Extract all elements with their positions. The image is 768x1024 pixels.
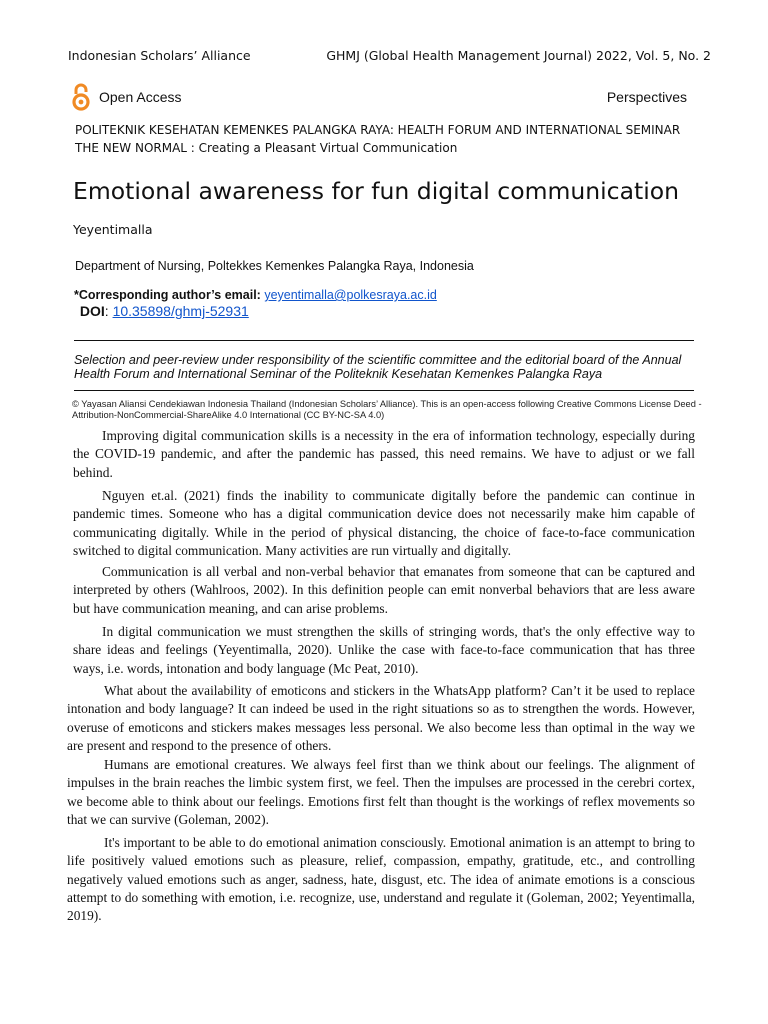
- article-type: Perspectives: [606, 89, 687, 105]
- conference-title: POLITEKNIK KESEHATAN KEMENKES PALANGKA RAYA: HEALTH FORUM AND INTERNATIONAL SEMINAR: [75, 123, 681, 137]
- divider: [74, 390, 694, 391]
- body-paragraph: Improving digital communication skills is a necessity in the era of information technology, especially during the COVID-19 pandemic, and after the pandemic has passed, this need remains. We have to adjust or we fall behind.: [73, 428, 695, 480]
- journal-citation: GHMJ (Global Health Management Journal) 2022, Vol. 5, No. 2: [326, 48, 711, 63]
- body-paragraph: Humans are emotional creatures. We always feel first than we think about our feelings. The alignment of impulses in the brain reaches the limbic system first, we feel. Then the impulses are processed in the cerebri cortex, we become able to think about our feelings. Emotions first felt than thought is the workings of reflex movements so that we can survive (Goleman, 2002).: [67, 757, 695, 827]
- email-link[interactable]: yeyentimalla@polkesraya.ac.id: [264, 288, 437, 302]
- author-name: Yeyentimalla: [73, 222, 153, 237]
- peer-review-statement: Selection and peer-review under responsibility of the scientific committee and the editorial board of the Annual Health Forum and International Seminar of the Politeknik Kesehatan Kemenkes Palangka Raya: [74, 353, 682, 381]
- doi-link[interactable]: 10.35898/ghmj-52931: [112, 303, 249, 319]
- doi-line: DOI: 10.35898/ghmj-52931: [79, 303, 249, 319]
- corresponding-author: [74, 288, 437, 302]
- article-title: Emotional awareness for fun digital communication: [73, 177, 680, 205]
- author-affiliation: Department of Nursing, Poltekkes Kemenkes Palangka Raya, Indonesia: [75, 259, 474, 273]
- body-paragraph: What about the availability of emoticons and stickers in the WhatsApp platform? Can’t it be used to replace intonation and body language? It can indeed be used in the right situations so as to strengthen the words. However, overuse of emoticons and stickers makes messages less personal. We also become less than optimal in the way we are present and respond to the presence of others.: [67, 683, 695, 753]
- conference-theme: THE NEW NORMAL : Creating a Pleasant Virtual Communication: [75, 141, 458, 155]
- doi-label: DOI: [79, 303, 105, 319]
- body-paragraph: It's important to be able to do emotional animation consciously. Emotional animation is an attempt to bring to life positively valued emotions such as pleasure, relief, compassion, empathy, gratitude, etc., and controlling negatively valued emotions such as anger, sadness, hate, disgust, etc. The idea of animate emotions is a conscious attempt to do something with emotion, i.e. recognize, use, understand and regulate it (Goleman, 2002; Yeyentimalla, 2019).: [67, 835, 695, 924]
- corresponding-label: *Corresponding author’s email:: [74, 288, 261, 302]
- body-paragraph: Communication is all verbal and non-verbal behavior that emanates from someone that can be captured and interpreted by others (Wahlroos, 2002). In this definition people can emit nonverbal behaviors that are less aware but have communication meaning, and can arise problems.: [73, 564, 695, 616]
- license-statement: © Yayasan Aliansi Cendekiawan Indonesia Thailand (Indonesian Scholars’ Alliance). This is an open-access following Creative Commons License Deed - Attribution-NonCommercial-ShareAlike 4.0 International (CC BY-NC-SA 4.0): [72, 399, 702, 420]
- journal-publisher: Indonesian Scholars’ Alliance: [68, 48, 251, 63]
- open-access-icon: [71, 83, 91, 111]
- body-paragraph: Nguyen et.al. (2021) finds the inability to communicate digitally before the pandemic can continue in pandemic times. Someone who has a digital communication device does not necessarily make him capable of communicating digitally. While in the period of physical distancing, the choice of face-to-face communication switched to digital communication. Many activities are run virtually and digitally.: [73, 488, 695, 558]
- open-access-label: Open Access: [99, 89, 182, 105]
- body-paragraph: In digital communication we must strengthen the skills of stringing words, that's the only effective way to share ideas and feelings (Yeyentimalla, 2020). Unlike the case with face-to-face communication that has three ways, i.e. words, intonation and body language (Mc Peat, 2010).: [73, 624, 695, 676]
- divider: [74, 340, 694, 341]
